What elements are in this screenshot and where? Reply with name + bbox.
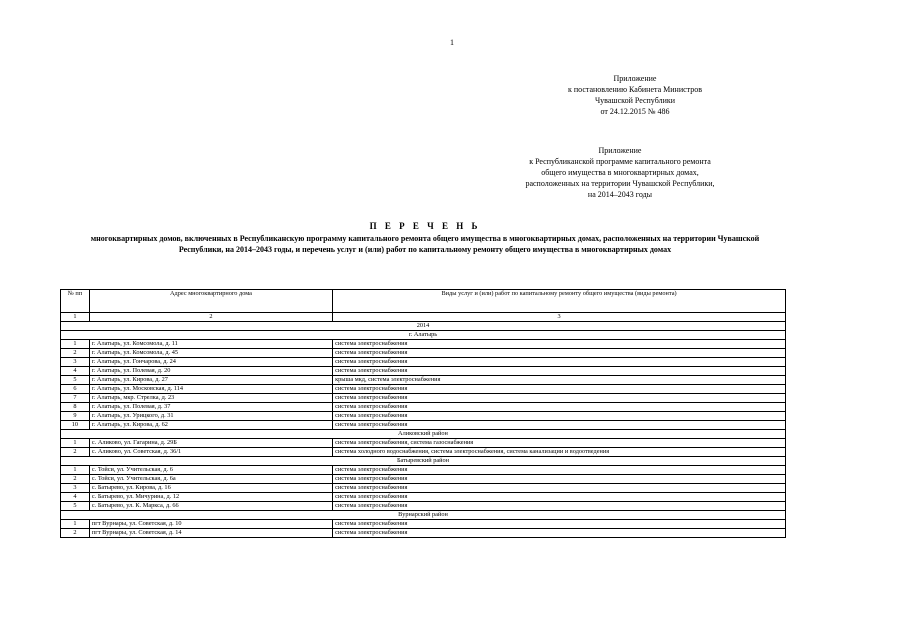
row-address: с. Батырево, ул. Мичурина, д. 12 [89, 493, 332, 502]
row-address: с. Аликово, ул. Гагарина, д. 29Б [89, 439, 332, 448]
row-address: г. Алатырь, ул. Кирова, д. 27 [89, 376, 332, 385]
row-works: система электроснабжения [333, 529, 786, 538]
row-number: 9 [61, 412, 90, 421]
row-number: 1 [61, 340, 90, 349]
row-number: 3 [61, 484, 90, 493]
row-works: система электроснабжения [333, 394, 786, 403]
row-works: система электроснабжения [333, 493, 786, 502]
column-number: 2 [89, 313, 332, 322]
table-row [61, 367, 786, 376]
row-works: система электроснабжения [333, 475, 786, 484]
document-subtitle: многоквартирных домов, включенных в Республиканскую программу капитального ремонта общего имущества в многоквартирных домах, расположенных на территории Чувашской Республики, на 2014–2043 годы, и перечень услуг и (или) работ по капитальному ремонту общего имущества в многоквартирных домах [90, 234, 760, 254]
row-number: 2 [61, 529, 90, 538]
table-row [61, 520, 786, 529]
row-number: 4 [61, 493, 90, 502]
document-title: П Е Р Е Ч Е Н Ь [369, 221, 481, 231]
appendix-line: общего имущества в многоквартирных домах, [541, 168, 699, 177]
section-row [61, 331, 786, 340]
row-address: г. Алатырь, ул. Комсомола, д. 11 [89, 340, 332, 349]
table-row [61, 466, 786, 475]
row-address: г. Алатырь, ул. Гончарова, д. 24 [89, 358, 332, 367]
row-address: г. Алатырь, мкр. Стрелка, д. 23 [89, 394, 332, 403]
row-address: с. Аликово, ул. Советская, д. 36/1 [89, 448, 332, 457]
row-works: система электроснабжения [333, 349, 786, 358]
table-row [61, 403, 786, 412]
row-works: система электроснабжения [333, 466, 786, 475]
appendix-decree-reference [540, 73, 730, 117]
row-address: г. Алатырь, ул. Урицкого, д. 31 [89, 412, 332, 421]
section-name: Вурнарский район [61, 511, 786, 520]
row-works: система электроснабжения [333, 403, 786, 412]
section-row [61, 457, 786, 466]
row-number: 5 [61, 376, 90, 385]
row-address: г. Алатырь, ул. Московская, д. 114 [89, 385, 332, 394]
appendix-line: Приложение [613, 74, 657, 83]
header-works: Виды услуг и (или) работ по капитальному ремонту общего имущества (виды ремонта) [333, 290, 786, 313]
row-works: система электроснабжения [333, 484, 786, 493]
table-row [61, 475, 786, 484]
row-works: система электроснабжения, система газоснабжения [333, 439, 786, 448]
appendix-line: на 2014–2043 годы [587, 190, 653, 199]
row-number: 2 [61, 448, 90, 457]
row-address: г. Алатырь, ул. Полевая, д. 37 [89, 403, 332, 412]
table-row [61, 502, 786, 511]
page-number: 1 [450, 38, 454, 47]
year-label: 2014 [61, 322, 786, 331]
appendix-line: Приложение [598, 146, 642, 155]
row-address: с. Батырево, ул. К. Маркса, д. 66 [89, 502, 332, 511]
appendix-line: к постановлению Кабинета Министров [567, 85, 703, 94]
section-name: Батыревский район [61, 457, 786, 466]
table-row [61, 394, 786, 403]
row-works: система электроснабжения [333, 520, 786, 529]
section-name: Аликовский район [61, 430, 786, 439]
table-row [61, 376, 786, 385]
table-row [61, 385, 786, 394]
row-address: пгт Вурнары, ул. Советская, д. 14 [89, 529, 332, 538]
row-number: 5 [61, 502, 90, 511]
buildings-table [60, 289, 786, 538]
appendix-line: к Республиканской программе капитального ремонта [529, 157, 711, 166]
section-name: г. Алатырь [61, 331, 786, 340]
appendix-program-reference [490, 145, 750, 200]
table-row [61, 448, 786, 457]
table-row [61, 484, 786, 493]
row-address: г. Алатырь, ул. Кирова, д. 62 [89, 421, 332, 430]
row-works: система электроснабжения [333, 340, 786, 349]
table-row [61, 439, 786, 448]
row-address: г. Алатырь, ул. Полевая, д. 20 [89, 367, 332, 376]
table-row [61, 529, 786, 538]
row-address: с. Тойси, ул. Учительская, д. 6 [89, 466, 332, 475]
row-number: 4 [61, 367, 90, 376]
appendix-line: Чувашской Республики [594, 96, 676, 105]
row-number: 3 [61, 358, 90, 367]
table-row [61, 340, 786, 349]
header-number: № пп [61, 290, 90, 313]
table-row [61, 412, 786, 421]
column-number-row [61, 313, 786, 322]
table-row [61, 358, 786, 367]
row-works: система электроснабжения [333, 421, 786, 430]
row-address: с. Тойси, ул. Учительская, д. 6а [89, 475, 332, 484]
row-works: система электроснабжения [333, 412, 786, 421]
row-number: 6 [61, 385, 90, 394]
row-works: система электроснабжения [333, 358, 786, 367]
row-address: г. Алатырь, ул. Комсомола, д. 45 [89, 349, 332, 358]
table-row [61, 349, 786, 358]
table-row [61, 493, 786, 502]
header-address: Адрес многоквартирного дома [89, 290, 332, 313]
appendix-line: расположенных на территории Чувашской Республики, [525, 179, 715, 188]
row-works: система электроснабжения [333, 367, 786, 376]
row-number: 1 [61, 520, 90, 529]
row-works: система электроснабжения [333, 385, 786, 394]
row-address: пгт Вурнары, ул. Советская, д. 10 [89, 520, 332, 529]
row-number: 1 [61, 466, 90, 475]
year-row [61, 322, 786, 331]
table-row [61, 421, 786, 430]
row-number: 2 [61, 349, 90, 358]
row-works: система электроснабжения [333, 502, 786, 511]
row-number: 7 [61, 394, 90, 403]
column-number: 1 [61, 313, 90, 322]
document-heading [70, 220, 780, 255]
section-row [61, 430, 786, 439]
row-address: с. Батырево, ул. Кирова, д. 16 [89, 484, 332, 493]
table-header-row [61, 290, 786, 313]
row-number: 10 [61, 421, 90, 430]
row-number: 1 [61, 439, 90, 448]
section-row [61, 511, 786, 520]
appendix-line: от 24.12.2015 № 486 [600, 107, 670, 116]
row-works: система холодного водоснабжения, система электроснабжения, система канализации и водоотведения [333, 448, 786, 457]
row-number: 8 [61, 403, 90, 412]
row-works: крыша мкд, система электроснабжения [333, 376, 786, 385]
row-number: 2 [61, 475, 90, 484]
column-number: 3 [333, 313, 786, 322]
